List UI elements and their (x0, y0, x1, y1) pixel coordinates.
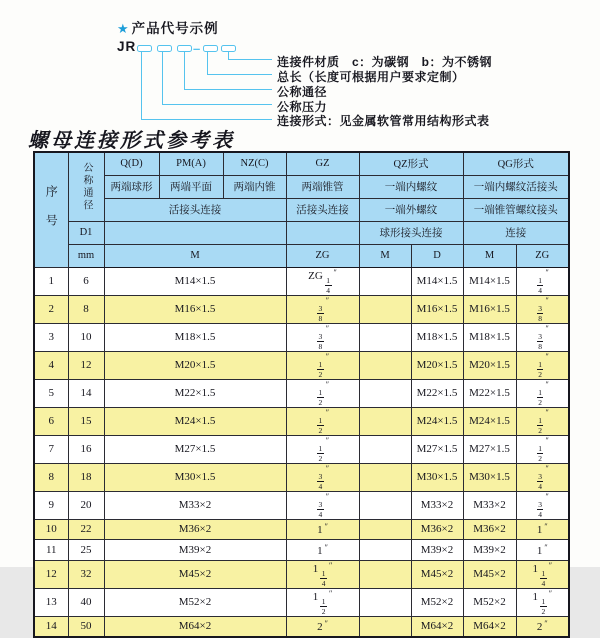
cell-qz_d: M36×2 (411, 519, 463, 540)
cell-qz_m (359, 323, 411, 351)
header-qg-row3: 一端锥管螺纹接头 (463, 198, 569, 221)
cell-no: 8 (34, 463, 68, 491)
code-box-5 (221, 45, 236, 52)
inch-value: 1 ″ (317, 522, 328, 537)
header-nz-code: NZ(C) (223, 152, 286, 175)
fraction: $\frac{1}{2}$ (541, 596, 546, 616)
inch-value: $\frac{3}{4}$ ″ (538, 463, 549, 491)
code-box-2 (157, 45, 172, 52)
cell-no: 11 (34, 540, 68, 561)
fraction: $\frac{3}{4}$ (538, 499, 542, 519)
header-dn-text: 公称通径 (81, 161, 92, 212)
cell-gz (286, 351, 359, 379)
cell-qg_zg (516, 491, 569, 519)
cell-qz_d: M27×1.5 (411, 435, 463, 463)
inch-value: 1 ″ (317, 542, 328, 557)
header-m-thread: M (104, 244, 286, 267)
table-row (34, 295, 569, 323)
cell-no: 6 (34, 407, 68, 435)
cell-qz_d: M20×1.5 (411, 351, 463, 379)
header-dn (68, 152, 104, 221)
header-gz-conn: 活接头连接 (286, 198, 359, 221)
cell-qg_zg (516, 560, 569, 588)
cell-no: 3 (34, 323, 68, 351)
cell-qg_m: M33×2 (463, 491, 516, 519)
cell-qg_zg (516, 519, 569, 540)
header-qz-row3: 一端外螺纹 (359, 198, 463, 221)
table-row (34, 267, 569, 295)
diagram-title-text: 产品代号示例 (131, 21, 219, 36)
header-q-code: Q(D) (104, 152, 159, 175)
fraction: $\frac{1}{2}$ (318, 443, 323, 463)
cell-qg_m: M22×1.5 (463, 379, 516, 407)
cell-m: M20×1.5 (104, 351, 286, 379)
inch-value: 1 $\frac{1}{2}$ ″ (532, 588, 553, 616)
cell-qz_d: M18×1.5 (411, 323, 463, 351)
inch-value: 1 ″ (536, 522, 548, 537)
inch-value: $\frac{1}{2}$ ″ (538, 351, 549, 379)
cell-m: M39×2 (104, 540, 286, 561)
cell-no: 14 (34, 616, 68, 637)
cell-dn: 14 (68, 379, 104, 407)
cell-no: 12 (34, 560, 68, 588)
fraction: $\frac{1}{2}$ (538, 359, 542, 379)
header-qg-row4: 连接 (463, 221, 569, 244)
cell-no: 13 (34, 588, 68, 616)
cell-qg_m: M16×1.5 (463, 295, 516, 323)
cell-qz_m (359, 267, 411, 295)
header-blank-mid (104, 221, 286, 244)
cell-qg_zg (516, 540, 569, 561)
cell-dn: 16 (68, 435, 104, 463)
cell-qg_m: M39×2 (463, 540, 516, 561)
inch-value: $\frac{1}{2}$ ″ (538, 407, 549, 435)
cell-dn: 6 (68, 267, 104, 295)
cell-qz_d: M14×1.5 (411, 267, 463, 295)
cell-qg_m: M30×1.5 (463, 463, 516, 491)
header-gz-desc: 两端锥管 (286, 175, 359, 198)
header-qz-m: M (359, 244, 411, 267)
reference-table-wrap (33, 151, 570, 638)
cell-qg_m: M64×2 (463, 616, 516, 637)
cell-no: 4 (34, 351, 68, 379)
cell-qg_zg (516, 295, 569, 323)
cell-qz_m (359, 540, 411, 561)
cell-qg_zg (516, 267, 569, 295)
cell-qz_m (359, 435, 411, 463)
cell-m: M24×1.5 (104, 407, 286, 435)
cell-no: 10 (34, 519, 68, 540)
cell-dn: 15 (68, 407, 104, 435)
cell-gz (286, 407, 359, 435)
connector-line-5 (141, 52, 272, 120)
cell-gz (286, 295, 359, 323)
table-row (34, 491, 569, 519)
cell-m: M64×2 (104, 616, 286, 637)
cell-gz (286, 379, 359, 407)
cell-qz_d: M64×2 (411, 616, 463, 637)
cell-qz_m (359, 379, 411, 407)
cell-qz_m (359, 491, 411, 519)
inch-value: $\frac{3}{4}$ ″ (318, 463, 330, 491)
fraction: $\frac{3}{4}$ (318, 499, 323, 519)
table-row (34, 588, 569, 616)
inch-value: $\frac{3}{8}$ ″ (538, 323, 549, 351)
fraction: $\frac{1}{2}$ (538, 443, 542, 463)
cell-dn: 18 (68, 463, 104, 491)
cell-qg_zg (516, 616, 569, 637)
cell-gz (286, 267, 359, 295)
fraction: $\frac{1}{2}$ (318, 359, 323, 379)
inch-value: $\frac{1}{2}$ ″ (318, 351, 330, 379)
table-row (34, 379, 569, 407)
inch-value: $\frac{1}{2}$ ″ (318, 407, 330, 435)
table-row (34, 519, 569, 540)
cell-qg_zg (516, 588, 569, 616)
cell-qz_m (359, 560, 411, 588)
cell-qg_m: M27×1.5 (463, 435, 516, 463)
cell-gz (286, 560, 359, 588)
fraction: $\frac{1}{2}$ (538, 387, 542, 407)
header-nz-desc: 两端内锥 (223, 175, 286, 198)
code-box-4 (203, 45, 218, 52)
cell-qg_zg (516, 463, 569, 491)
header-gz-code: GZ (286, 152, 359, 175)
cell-qg_m: M20×1.5 (463, 351, 516, 379)
cell-qz_d: M39×2 (411, 540, 463, 561)
cell-qg_m: M45×2 (463, 560, 516, 588)
inch-value: $\frac{3}{4}$ ″ (318, 491, 330, 519)
inch-value: 2 ″ (536, 619, 548, 633)
cell-qz_m (359, 519, 411, 540)
fraction: $\frac{3}{8}$ (538, 331, 542, 351)
fraction: $\frac{1}{4}$ (538, 275, 542, 295)
cell-qz_d: M45×2 (411, 560, 463, 588)
cell-qg_m: M14×1.5 (463, 267, 516, 295)
table-header (34, 152, 569, 267)
header-qg-zg: ZG (516, 244, 569, 267)
header-seq (34, 152, 68, 267)
product-code-prefix: JR (117, 39, 137, 54)
header-pm-desc: 两端平面 (159, 175, 223, 198)
header-unit: mm (68, 244, 104, 267)
header-qz-code: QZ形式 (359, 152, 463, 175)
cell-m: M45×2 (104, 560, 286, 588)
cell-no: 5 (34, 379, 68, 407)
fraction: $\frac{1}{2}$ (318, 387, 323, 407)
fraction: $\frac{1}{4}$ (326, 275, 331, 295)
callout-connection: 连接形式：见金属软管常用结构形式表 (277, 114, 490, 128)
header-qg-row2: 一端内螺纹活接头 (463, 175, 569, 198)
inch-value: $\frac{1}{4}$ ″ (538, 267, 549, 295)
cell-m: M22×1.5 (104, 379, 286, 407)
cell-gz (286, 616, 359, 637)
header-qg-code: QG形式 (463, 152, 569, 175)
cell-qg_m: M36×2 (463, 519, 516, 540)
cell-qz_m (359, 407, 411, 435)
cell-dn: 32 (68, 560, 104, 588)
cell-qz_d: M33×2 (411, 491, 463, 519)
cell-dn: 50 (68, 616, 104, 637)
fraction: $\frac{3}{4}$ (318, 471, 323, 491)
code-box-1 (137, 45, 152, 52)
header-union-conn: 活接头连接 (104, 198, 286, 221)
header-qz-d: D (411, 244, 463, 267)
cell-gz (286, 519, 359, 540)
cell-qz_m (359, 295, 411, 323)
cell-qz_m (359, 351, 411, 379)
fraction: $\frac{1}{4}$ (321, 568, 326, 588)
cell-qz_m (359, 616, 411, 637)
cell-qz_d: M30×1.5 (411, 463, 463, 491)
header-blank-gz (286, 221, 359, 244)
star-icon: ★ (117, 21, 130, 36)
fraction: $\frac{3}{8}$ (318, 331, 323, 351)
callout-nominal-press: 公称压力 (277, 100, 328, 114)
cell-qg_zg (516, 323, 569, 351)
fraction: $\frac{3}{8}$ (538, 303, 542, 323)
cell-qz_d: M16×1.5 (411, 295, 463, 323)
fraction: $\frac{3}{8}$ (318, 303, 323, 323)
inch-value: $\frac{1}{2}$ ″ (538, 435, 549, 463)
cell-no: 7 (34, 435, 68, 463)
cell-gz (286, 323, 359, 351)
fraction: $\frac{1}{2}$ (538, 415, 542, 435)
header-qg-m: M (463, 244, 516, 267)
cell-dn: 8 (68, 295, 104, 323)
cell-dn: 25 (68, 540, 104, 561)
cell-dn: 22 (68, 519, 104, 540)
cell-qz_m (359, 588, 411, 616)
inch-value: $\frac{3}{8}$ ″ (318, 323, 330, 351)
header-seq-text: 序号 (44, 184, 59, 243)
inch-value: 1 ″ (536, 542, 548, 557)
cell-m: M16×1.5 (104, 295, 286, 323)
inch-value: $\frac{3}{8}$ ″ (318, 295, 330, 323)
cell-gz (286, 463, 359, 491)
inch-value: 1 $\frac{1}{2}$ ″ (312, 588, 333, 616)
cell-gz (286, 491, 359, 519)
inch-value: $\frac{1}{2}$ ″ (318, 379, 330, 407)
inch-value: 2 ″ (317, 619, 328, 633)
inch-value: 1 $\frac{1}{4}$ ″ (532, 560, 553, 588)
fraction: $\frac{3}{4}$ (538, 471, 542, 491)
cell-qz_d: M24×1.5 (411, 407, 463, 435)
code-box-3 (177, 45, 192, 52)
header-gz-thread: ZG (286, 244, 359, 267)
reference-table (33, 151, 570, 638)
callout-material: 连接件材质 c：为碳钢 b：为不锈钢 (277, 55, 493, 69)
table-row (34, 351, 569, 379)
cell-m: M14×1.5 (104, 267, 286, 295)
code-dash: – (193, 41, 201, 56)
inch-value: ZG $\frac{1}{4}$ ″ (308, 267, 337, 295)
cell-m: M33×2 (104, 491, 286, 519)
header-pm-code: PM(A) (159, 152, 223, 175)
table-row (34, 560, 569, 588)
table-row (34, 323, 569, 351)
header-qz-row2: 一端内螺纹 (359, 175, 463, 198)
cell-m: M27×1.5 (104, 435, 286, 463)
cell-qg_m: M24×1.5 (463, 407, 516, 435)
fraction: $\frac{1}{2}$ (321, 596, 326, 616)
cell-m: M52×2 (104, 588, 286, 616)
table-row (34, 540, 569, 561)
inch-value: $\frac{1}{2}$ ″ (318, 435, 330, 463)
cell-qz_m (359, 463, 411, 491)
callout-nominal-dia: 公称通径 (277, 85, 328, 99)
inch-value: $\frac{3}{4}$ ″ (538, 491, 549, 519)
cell-qg_m: M52×2 (463, 588, 516, 616)
cell-qz_d: M52×2 (411, 588, 463, 616)
header-d1: D1 (68, 221, 104, 244)
cell-no: 1 (34, 267, 68, 295)
cell-qg_zg (516, 407, 569, 435)
cell-qg_m: M18×1.5 (463, 323, 516, 351)
cell-dn: 20 (68, 491, 104, 519)
table-body (34, 267, 569, 637)
inch-value: 1 $\frac{1}{4}$ ″ (312, 560, 333, 588)
cell-dn: 40 (68, 588, 104, 616)
fraction: $\frac{1}{4}$ (541, 568, 546, 588)
cell-no: 9 (34, 491, 68, 519)
cell-no: 2 (34, 295, 68, 323)
header-q-desc: 两端球形 (104, 175, 159, 198)
inch-value: $\frac{1}{2}$ ″ (538, 379, 549, 407)
table-row (34, 407, 569, 435)
cell-qz_d: M22×1.5 (411, 379, 463, 407)
cell-m: M36×2 (104, 519, 286, 540)
header-qz-row4: 球形接头连接 (359, 221, 463, 244)
callout-total-length: 总长（长度可根据用户要求定制） (277, 70, 465, 84)
cell-gz (286, 540, 359, 561)
table-title: 螺母连接形式参考表 (28, 130, 235, 152)
cell-qg_zg (516, 379, 569, 407)
table-row (34, 463, 569, 491)
cell-dn: 12 (68, 351, 104, 379)
cell-qg_zg (516, 435, 569, 463)
cell-gz (286, 588, 359, 616)
table-row (34, 435, 569, 463)
diagram-title (117, 17, 219, 37)
fraction: $\frac{1}{2}$ (318, 415, 323, 435)
cell-gz (286, 435, 359, 463)
cell-m: M18×1.5 (104, 323, 286, 351)
inch-value: $\frac{3}{8}$ ″ (538, 295, 549, 323)
table-row (34, 616, 569, 637)
cell-dn: 10 (68, 323, 104, 351)
cell-m: M30×1.5 (104, 463, 286, 491)
cell-qg_zg (516, 351, 569, 379)
